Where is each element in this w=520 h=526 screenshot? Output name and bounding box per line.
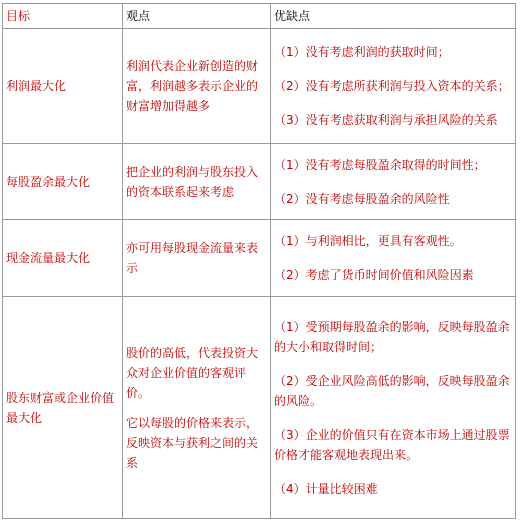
view-cell [123,144,271,220]
table-row-eps [3,144,516,220]
goal-cell: 股东财富或企业价值最大化 [3,297,123,519]
view-text: 股价的高低，代表投资大众对企业价值的客观评价。 [126,345,259,400]
table-row-profit [3,29,516,144]
point-item: （3）企业的价值只有在资本市场上通过股票价格才能客观地表现出来。 [274,427,510,462]
points-cell [271,29,516,144]
view-cell [123,297,271,519]
point-item: （3）没有考虑获取利润与承担风险的关系 [274,113,498,127]
point-item: （2）受企业风险高低的影响，反映每股盈余的风险。 [274,373,510,408]
points-cell [271,144,516,220]
point-item: （1）没有考虑利润的获取时间； [274,45,450,59]
header-row [3,4,516,29]
view-text: 利润代表企业新创造的财富，利润越多表示企业的财富增加得越多 [126,59,259,113]
objectives-table [2,3,516,519]
header-view: 观点 [123,4,271,29]
goal-cell: 现金流量最大化 [3,220,123,297]
header-goal: 目标 [3,4,123,29]
header-points: 优缺点 [271,4,516,29]
table-row-cashflow [3,220,516,297]
points-cell [271,220,516,297]
view-cell [123,220,271,297]
point-item: （2）没有考虑所获利润与投入资本的关系； [274,79,510,93]
goal-cell: 利润最大化 [3,29,123,144]
view-text: 亦可用每股现金流量来表示 [126,241,259,275]
point-item: （2）没有考虑每股盈余的风险性 [274,191,450,206]
view-text: 它以每股的价格来表示，反映资本与获利之间的关系 [126,415,259,470]
table-row-shareholder-wealth [3,297,516,519]
point-item: （2）考虑了货币时间价值和风险因素 [274,268,474,282]
point-item: （4）计量比较困难 [274,481,378,496]
view-cell [123,29,271,144]
view-text: 把企业的利润与股东投入的资本联系起来考虑 [126,164,259,199]
points-cell [271,297,516,519]
point-item: （1）受预期每股盈余的影响，反映每股盈余的大小和取得时间； [274,319,510,354]
point-item: （1）与利润相比，更具有客观性。 [274,234,462,248]
point-item: （1）没有考虑每股盈余取得的时间性； [274,157,486,172]
goal-cell: 每股盈余最大化 [3,144,123,220]
